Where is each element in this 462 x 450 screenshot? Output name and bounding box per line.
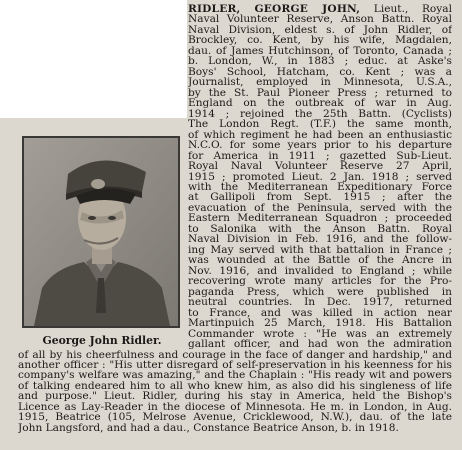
text-line: Naval Division in Feb. 1916, and the follow- [188,233,452,246]
text-line: recovering wrote many articles for the Pro- [188,275,452,288]
photo-caption: George John Ridler. [42,334,162,347]
text-line: John Langsford, and had a dau., Constance Beatrice Anson, b. in 1918. [18,421,399,434]
text-line: The London Regt. (T.F.) the same month, [188,118,452,131]
text-line: N.C.O. for some years prior to his departure [188,139,452,152]
text-line: Naval Division, eldest s. of John Ridler, of [188,23,452,36]
text-line: was wounded at the Battle of the Ancre in [188,254,452,267]
portrait-illustration [24,138,178,326]
text-line: Commander wrote : "He was an extremely [188,327,452,340]
portrait-photo [22,136,180,328]
text-line: by the St. Paul Pioneer Press ; returned to [188,86,452,99]
text-line: at Gallipoli from Sept. 1915 ; after the [188,191,452,204]
text-line: to France, and was killed in action near [188,306,452,319]
text-line: company's welfare was amazing," and the Chaplain : "His ready wit and powers [18,369,452,382]
text-line: b. London, W., in 1883 ; educ. at Aske's [188,55,452,68]
text-line: gallant officer, and had won the admiration [188,338,452,351]
text-line: of which regiment he had been an enthusiastic [188,128,452,141]
text-line: Naval Volunteer Reserve, Anson Battn. Royal [188,13,452,26]
text-line: paganda Press, which were published in [188,285,452,298]
text-line: 1914 ; rejoined the 25th Battn. (Cyclists) [188,107,452,120]
text-line: for America in 1911 ; gazetted Sub-Lieut. [188,149,452,162]
text-line: Licence as Lay-Reader in the diocese of Minnesota. He m. in London, in Aug. [18,400,452,413]
text-line: with the Mediterranean Expeditionary Force [188,180,452,193]
text-line: evacuation of the Peninsula, served with the [188,201,452,214]
text-line: to Salonika with the Anson Battn. Royal [188,222,452,235]
text-line: Boys' School, Hatcham, co. Kent ; was a [188,65,452,78]
text-line: of talking endeared him to all who knew him, as also did his singleness of life [18,379,452,392]
text-line: Journalist, employed in Minnesota, U.S.A., [188,76,452,89]
text-line: dau. of James Hutchinson, of Toronto, Canada ; [188,44,452,57]
text-line: 1915 ; promoted Lieut. 2 Jan. 1918 ; served [188,170,452,183]
text-line: another officer : "His utter disregard of self-preservation in his keenness for his [18,358,452,371]
text-line: neutral countries. In Dec. 1917, returned [188,296,452,309]
text-line: England on the outbreak of war in Aug. [188,97,452,110]
text-line: of all by his cheerfulness and courage in the face of danger and hardship," and [18,348,452,361]
text-line: Nov. 1916, and invalided to England ; while [188,264,452,277]
text-line: and purpose." Lieut. Ridler, during his stay in America, held the Bishop's [18,390,452,403]
text-line: Brockley, co. Kent, by his wife, Magdalen, [188,34,452,47]
heading-name: RIDLER, GEORGE JOHN, [188,3,361,15]
text-line: Royal Naval Volunteer Reserve 27 April, [188,160,452,173]
text-line: Martinpuich 25 March, 1918. His Battalion [188,317,452,330]
heading-rank: Lieut., Royal [360,3,452,15]
text-line: 1915, Beatrice (105, Melrose Avenue, Cricklewood, N.W.), dau. of the late [18,411,452,424]
text-line: Eastern Mediterranean Squadron ; proceeded [188,212,452,225]
text-line: ing May served with that battalion in France ; [188,243,452,256]
